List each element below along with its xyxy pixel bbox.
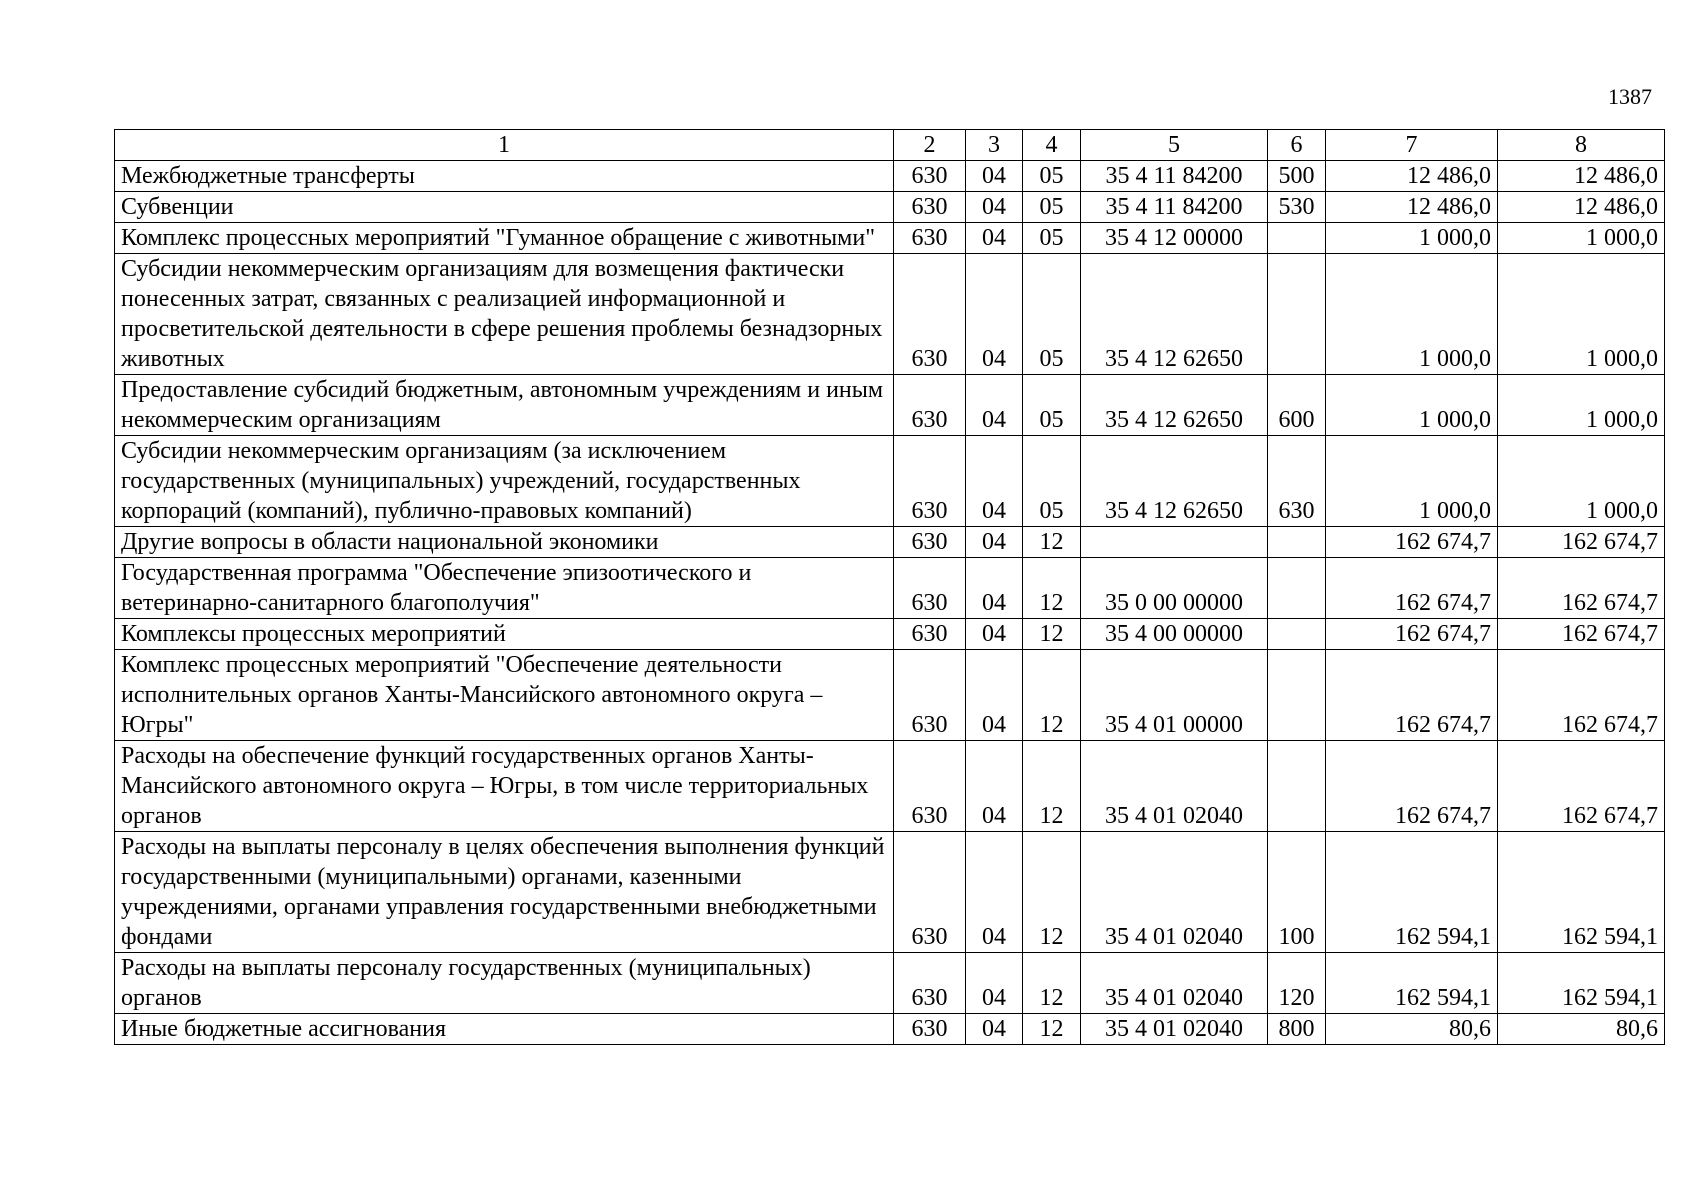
row-target-article — [1081, 527, 1268, 558]
row-target-article: 35 4 01 02040 — [1081, 741, 1268, 832]
row-amount-8: 162 594,1 — [1498, 832, 1665, 953]
row-amount-7: 162 594,1 — [1326, 832, 1498, 953]
row-name: Государственная программа "Обеспечение эпизоотического и ветеринарно-санитарного благополучия" — [115, 558, 894, 619]
row-expense-type: 530 — [1268, 192, 1326, 223]
header-cell-7: 7 — [1326, 130, 1498, 161]
row-name: Иные бюджетные ассигнования — [115, 1014, 894, 1045]
header-row — [115, 130, 1665, 161]
table-body — [115, 161, 1665, 1045]
row-expense-type — [1268, 223, 1326, 254]
row-section-code: 04 — [966, 527, 1023, 558]
row-section-code: 04 — [966, 650, 1023, 741]
table-row — [115, 527, 1665, 558]
row-amount-8: 1 000,0 — [1498, 254, 1665, 375]
row-amount-7: 80,6 — [1326, 1014, 1498, 1045]
row-subsection-code: 12 — [1023, 832, 1081, 953]
row-amount-8: 162 674,7 — [1498, 558, 1665, 619]
table-row — [115, 650, 1665, 741]
row-section-code: 04 — [966, 558, 1023, 619]
row-ministry-code: 630 — [894, 375, 966, 436]
row-section-code: 04 — [966, 436, 1023, 527]
row-expense-type: 800 — [1268, 1014, 1326, 1045]
row-name: Субвенции — [115, 192, 894, 223]
row-subsection-code: 05 — [1023, 161, 1081, 192]
row-target-article: 35 4 11 84200 — [1081, 192, 1268, 223]
row-amount-7: 12 486,0 — [1326, 192, 1498, 223]
row-amount-7: 1 000,0 — [1326, 375, 1498, 436]
row-ministry-code: 630 — [894, 953, 966, 1014]
row-amount-8: 1 000,0 — [1498, 223, 1665, 254]
row-amount-8: 1 000,0 — [1498, 375, 1665, 436]
row-expense-type: 100 — [1268, 832, 1326, 953]
budget-table — [114, 129, 1665, 1045]
row-subsection-code: 12 — [1023, 527, 1081, 558]
row-amount-7: 162 674,7 — [1326, 741, 1498, 832]
row-subsection-code: 05 — [1023, 436, 1081, 527]
row-section-code: 04 — [966, 375, 1023, 436]
row-amount-7: 1 000,0 — [1326, 254, 1498, 375]
row-ministry-code: 630 — [894, 436, 966, 527]
header-cell-3: 3 — [966, 130, 1023, 161]
row-expense-type: 600 — [1268, 375, 1326, 436]
row-expense-type — [1268, 558, 1326, 619]
header-cell-8: 8 — [1498, 130, 1665, 161]
row-subsection-code: 12 — [1023, 558, 1081, 619]
row-amount-8: 162 674,7 — [1498, 650, 1665, 741]
row-expense-type: 120 — [1268, 953, 1326, 1014]
row-expense-type — [1268, 650, 1326, 741]
table-row — [115, 619, 1665, 650]
row-name: Другие вопросы в области национальной экономики — [115, 527, 894, 558]
row-ministry-code: 630 — [894, 254, 966, 375]
row-amount-7: 1 000,0 — [1326, 223, 1498, 254]
row-expense-type: 500 — [1268, 161, 1326, 192]
row-ministry-code: 630 — [894, 161, 966, 192]
row-expense-type — [1268, 254, 1326, 375]
row-section-code: 04 — [966, 832, 1023, 953]
row-amount-7: 1 000,0 — [1326, 436, 1498, 527]
row-name: Субсидии некоммерческим организациям для возмещения фактически понесенных затрат, связанных с реализацией информационной и просветительской деятельности в сфере решения проблемы безнадзорных животных — [115, 254, 894, 375]
row-expense-type — [1268, 741, 1326, 832]
row-amount-8: 80,6 — [1498, 1014, 1665, 1045]
row-section-code: 04 — [966, 254, 1023, 375]
row-amount-7: 162 674,7 — [1326, 558, 1498, 619]
row-target-article: 35 4 01 02040 — [1081, 1014, 1268, 1045]
row-subsection-code: 05 — [1023, 192, 1081, 223]
row-section-code: 04 — [966, 741, 1023, 832]
row-name: Комплексы процессных мероприятий — [115, 619, 894, 650]
row-amount-7: 12 486,0 — [1326, 161, 1498, 192]
row-section-code: 04 — [966, 192, 1023, 223]
page-number: 1387 — [1608, 84, 1652, 109]
row-ministry-code: 630 — [894, 650, 966, 741]
row-target-article: 35 4 01 00000 — [1081, 650, 1268, 741]
row-amount-7: 162 674,7 — [1326, 527, 1498, 558]
row-target-article: 35 4 12 62650 — [1081, 375, 1268, 436]
header-cell-6: 6 — [1268, 130, 1326, 161]
header-cell-1: 1 — [115, 130, 894, 161]
row-subsection-code: 05 — [1023, 254, 1081, 375]
header-cell-2: 2 — [894, 130, 966, 161]
table-row — [115, 832, 1665, 953]
row-amount-8: 162 674,7 — [1498, 527, 1665, 558]
row-amount-8: 1 000,0 — [1498, 436, 1665, 527]
table-row — [115, 223, 1665, 254]
row-subsection-code: 05 — [1023, 223, 1081, 254]
row-name: Расходы на обеспечение функций государственных органов Ханты-Мансийского автономного округа – Югры, в том числе территориальных органов — [115, 741, 894, 832]
row-name: Комплекс процессных мероприятий "Обеспечение деятельности исполнительных органов Ханты-Мансийского автономного округа – Югры" — [115, 650, 894, 741]
row-subsection-code: 05 — [1023, 375, 1081, 436]
table-header — [115, 130, 1665, 161]
row-amount-7: 162 594,1 — [1326, 953, 1498, 1014]
row-subsection-code: 12 — [1023, 1014, 1081, 1045]
row-name: Субсидии некоммерческим организациям (за исключением государственных (муниципальных) учреждений, государственных корпораций (компаний), публично-правовых компаний) — [115, 436, 894, 527]
row-target-article: 35 4 11 84200 — [1081, 161, 1268, 192]
row-expense-type: 630 — [1268, 436, 1326, 527]
table-row — [115, 558, 1665, 619]
row-name: Межбюджетные трансферты — [115, 161, 894, 192]
row-target-article: 35 4 00 00000 — [1081, 619, 1268, 650]
row-ministry-code: 630 — [894, 619, 966, 650]
table-row — [115, 436, 1665, 527]
header-cell-4: 4 — [1023, 130, 1081, 161]
table-row — [115, 254, 1665, 375]
row-target-article: 35 4 01 02040 — [1081, 953, 1268, 1014]
row-subsection-code: 12 — [1023, 650, 1081, 741]
row-amount-8: 12 486,0 — [1498, 161, 1665, 192]
row-section-code: 04 — [966, 161, 1023, 192]
table-row — [115, 1014, 1665, 1045]
row-ministry-code: 630 — [894, 1014, 966, 1045]
row-ministry-code: 630 — [894, 192, 966, 223]
table-row — [115, 375, 1665, 436]
row-ministry-code: 630 — [894, 527, 966, 558]
row-expense-type — [1268, 527, 1326, 558]
row-subsection-code: 12 — [1023, 619, 1081, 650]
row-target-article: 35 4 12 62650 — [1081, 436, 1268, 527]
row-amount-8: 12 486,0 — [1498, 192, 1665, 223]
row-target-article: 35 0 00 00000 — [1081, 558, 1268, 619]
row-ministry-code: 630 — [894, 558, 966, 619]
table-row — [115, 741, 1665, 832]
row-subsection-code: 12 — [1023, 741, 1081, 832]
row-target-article: 35 4 12 62650 — [1081, 254, 1268, 375]
row-amount-7: 162 674,7 — [1326, 650, 1498, 741]
row-name: Комплекс процессных мероприятий "Гуманное обращение с животными" — [115, 223, 894, 254]
row-section-code: 04 — [966, 1014, 1023, 1045]
header-cell-5: 5 — [1081, 130, 1268, 161]
row-subsection-code: 12 — [1023, 953, 1081, 1014]
row-target-article: 35 4 01 02040 — [1081, 832, 1268, 953]
row-ministry-code: 630 — [894, 832, 966, 953]
row-amount-8: 162 674,7 — [1498, 619, 1665, 650]
row-expense-type — [1268, 619, 1326, 650]
row-section-code: 04 — [966, 223, 1023, 254]
row-ministry-code: 630 — [894, 223, 966, 254]
row-name: Расходы на выплаты персоналу в целях обеспечения выполнения функций государственными (муниципальными) органами, казенными учреждениями, органами управления государственными внебюджетными фондами — [115, 832, 894, 953]
row-amount-7: 162 674,7 — [1326, 619, 1498, 650]
table-row — [115, 192, 1665, 223]
table-row — [115, 953, 1665, 1014]
table-row — [115, 161, 1665, 192]
row-name: Предоставление субсидий бюджетным, автономным учреждениям и иным некоммерческим организациям — [115, 375, 894, 436]
row-section-code: 04 — [966, 619, 1023, 650]
row-name: Расходы на выплаты персоналу государственных (муниципальных) органов — [115, 953, 894, 1014]
row-target-article: 35 4 12 00000 — [1081, 223, 1268, 254]
row-amount-8: 162 674,7 — [1498, 741, 1665, 832]
row-amount-8: 162 594,1 — [1498, 953, 1665, 1014]
row-ministry-code: 630 — [894, 741, 966, 832]
row-section-code: 04 — [966, 953, 1023, 1014]
